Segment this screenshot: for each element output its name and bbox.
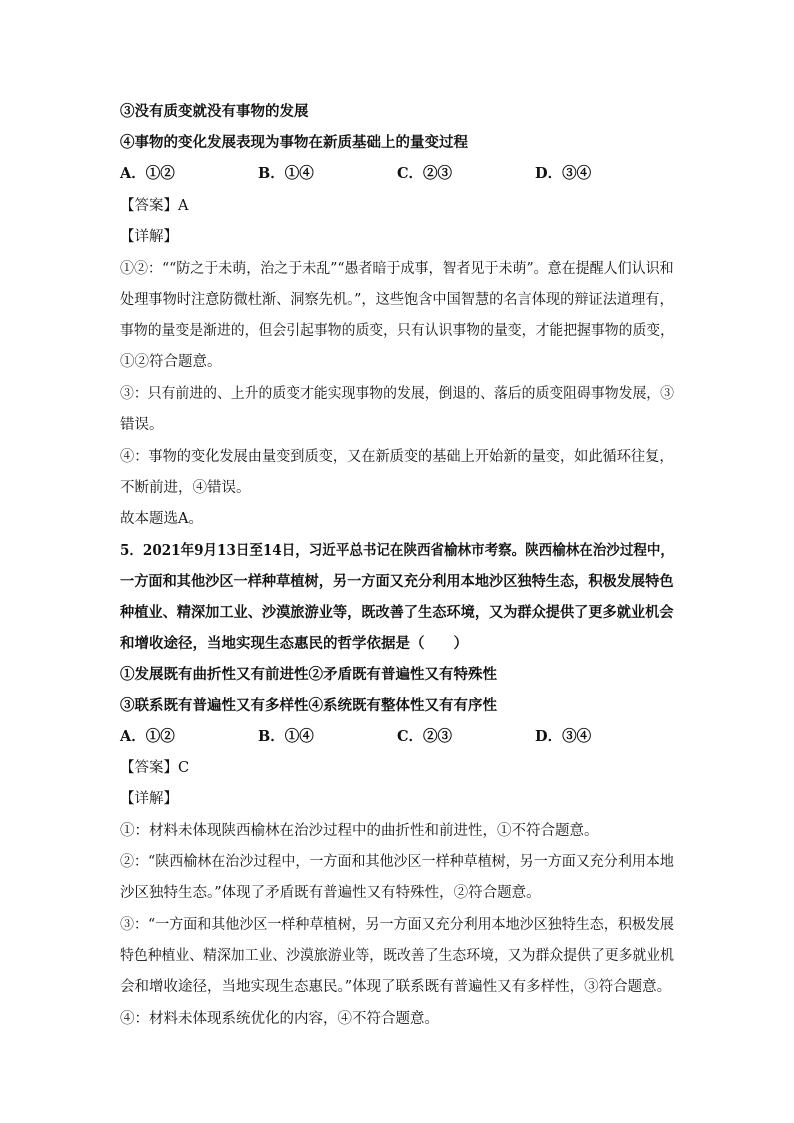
q5-explanation-line: ①：材料未体现陕西榆林在治沙过程中的曲折性和前进性，①不符合题意。 [120,823,599,839]
q5-explanation-line: ③：“一方面和其他沙区一样种草植树，另一方面又充分利用本地沙区独特生态，积极发展 [120,917,674,933]
q4-option-b: B．①④ [258,165,314,182]
q4-explanation-line: 不断前进，④错误。 [120,480,251,496]
q5-stem-line: 和增收途径，当地实现生态惠民的哲学依据是（ ） [120,635,468,652]
q4-answer: 【答案】A [120,198,189,214]
q4-explanation-line: 事物的量变是渐进的，但会引起事物的质变，只有认识事物的量变，才能把握事物的质变， [120,323,675,339]
q5-explanation-line: ④：材料未体现系统优化的内容，④不符合题意。 [120,1011,439,1027]
q4-option-d: D．③④ [535,165,592,182]
q4-explanation-line: ④：事物的变化发展由量变到质变，又在新质变的基础上开始新的量变，如此循环往复， [120,449,674,465]
q5-stem-line: 一方面和其他沙区一样种草植树，另一方面又充分利用本地沙区独特生态，积极发展特色 [120,573,674,590]
q5-statements-line: ③联系既有普遍性又有多样性④系统既有整体性又有有序性 [120,697,497,714]
q4-explanation-line: 处理事物时注意防微杜渐、洞察先机。”，这些饱含中国智慧的名言体现的辩证法道理有， [120,292,674,308]
q4-conclusion: 故本题选A。 [120,511,203,527]
q4-statement-3: ③没有质变就没有事物的发展 [120,103,309,120]
q5-explanation-line: 沙区独特生态。”体现了矛盾既有普遍性又有特殊性，②符合题意。 [120,885,541,901]
q4-detail-label: 【详解】 [120,229,178,245]
q5-option-c: C．②③ [397,728,453,745]
q4-explanation-line: ①②符合题意。 [120,354,222,370]
q4-option-c: C．②③ [397,165,453,182]
q5-option-b: B．①④ [258,728,314,745]
q5-stem-line: 种植业、精深加工业、沙漠旅游业等，既改善了生态环境，又为群众提供了更多就业机会 [120,604,674,621]
q5-option-d: D．③④ [535,728,592,745]
q4-statement-4: ④事物的变化发展表现为事物在新质基础上的量变过程 [120,134,468,151]
q4-explanation-line: ③：只有前进的、上升的质变才能实现事物的发展，倒退的、落后的质变阻碍事物发展，③ [120,386,675,402]
q4-explanation-line: 错误。 [120,417,164,433]
q5-detail-label: 【详解】 [120,791,178,807]
q5-option-a: A．①② [120,728,175,745]
q5-explanation-line: ②：“陕西榆林在治沙过程中，一方面和其他沙区一样种草植树，另一方面又充分利用本地 [120,854,674,870]
q5-explanation-line: 会和增收途径，当地实现生态惠民。”体现了联系既有普遍性又有多样性，③符合题意。 [120,979,672,995]
q5-stem-line: 5．2021年9月13日至14日，习近平总书记在陕西省榆林市考察。陕西榆林在治沙过程中， [120,542,674,559]
q4-explanation-line: ①②：““防之于未萌，治之于未乱”“愚者暗于成事，智者见于未萌”。意在提醒人们认识和 [120,261,674,277]
q5-answer: 【答案】C [120,760,190,776]
q5-statements-line: ①发展既有曲折性又有前进性②矛盾既有普遍性又有特殊性 [120,666,497,683]
q4-option-a: A．①② [120,165,175,182]
q5-explanation-line: 特色种植业、精深加工业、沙漠旅游业等，既改善了生态环境，又为群众提供了更多就业机 [120,948,675,964]
